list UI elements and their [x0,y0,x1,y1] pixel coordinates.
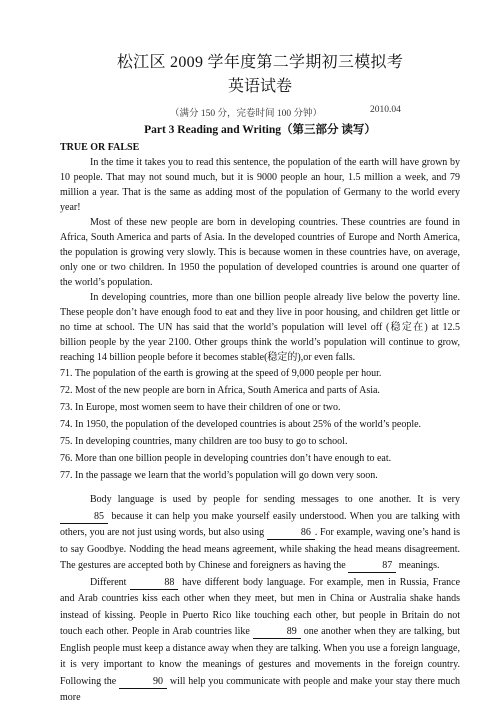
passage2-text: will help you communicate with people and make your stay there much more [60,675,461,703]
blank-90: 90 [119,676,167,689]
blank-87: 87 [348,560,396,573]
blank-85: 85 [60,511,108,524]
section-label: TRUE OR FALSE [60,142,140,153]
passage2-text: because it can help you make yourself easily understood. When you are talking with others, you are not just using words, but also using [60,510,460,538]
passage2-text: have different body language. For example, men in Russia, France and Arab countries kiss each other when they meet, but men in China or Australia shake hands instead of kissing. People in Puerto Rico like touching each other, but people in Britain do not touch each other. People in Arab countries like [60,576,461,637]
passage2-text: one another when they are talking, but English people must keep a distance away when they are talking. When you use a foreign language, it is very important to know the meanings of gestures and movements in the foreign country. Following the [60,626,461,687]
passage2-text: Body language is used by people for sending messages to one another. It is very [90,494,460,505]
blank-86: 86 [267,527,315,540]
exam-meta [60,102,460,120]
passage2-text: . For example, waving one’s hand is to say Goodbye. Nodding the head means agreement, while shaking the head means disagreement. The gestures are accepted both by Chinese and foreigners as having the [60,527,461,571]
question-76: 76. More than one billion people in developing countries don’t have enough to eat. [60,453,392,464]
exam-title: 松江区 2009 学年度第二学期初三模拟考 [116,54,404,71]
passage2-text: meanings. [398,560,440,571]
passage1-paragraph-2: Most of these new people are born in developing countries. These countries are found in Africa, South America and parts of Asia. In the developed countries of Europe and North America, the population is growing very slowly. This is because women in these countries have, on average, only one or two children. In 1950 the population of developed countries is around one quarter of the world’s population. [60,217,460,288]
part-heading: Part 3 Reading and Writing（第三部分 读写） [144,124,376,136]
passage2 [60,492,460,707]
passage2-text: Different [90,576,127,588]
exam-date: 2010.04 [370,105,401,115]
question-74: 74. In 1950, the population of the developed countries is about 25% of the world’s people. [60,419,422,430]
passage1-paragraph-3: In developing countries, more than one billion people already live below the poverty line. These people don’t have enough food to eat and they live in poor housing, and children get little or no time at school. The UN has said that the world’s population will level off (稳定在) at 12.5 billion people by the year 2100. Other groups think the world’s population will continue to grow, reaching 14 billion people before it becomes stable(稳定的),or even falls. [60,292,460,363]
question-71: 71. The population of the earth is growing at the speed of 9,000 people per hour. [60,368,382,379]
passage2-paragraph-1 [60,492,460,575]
question-73: 73. In Europe, most women seem to have their children of one or two. [60,402,341,413]
exam-subtitle: 英语试卷 [227,78,292,95]
question-list [60,365,460,484]
passage1-paragraph-1: In the time it takes you to read this sentence, the population of the earth will have grown by 10 people. That may not sound much, but it is 9000 people an hour, 1.5 million a week, and 79 million a year. That is the same as adding most of the population of Germany to the world every year! [60,157,460,213]
question-72: 72. Most of the new people are born in Africa, South America and parts of Asia. [60,385,380,396]
question-77: 77. In the passage we learn that the world’s population will go down very soon. [60,470,378,481]
question-75: 75. In developing countries, many children are too busy to go to school. [60,436,348,447]
blank-89: 89 [253,626,301,639]
passage2-paragraph-2 [60,575,460,707]
blank-88: 88 [130,577,178,590]
score-note: （满分 150 分，完卷时间 100 分钟） [170,109,323,119]
